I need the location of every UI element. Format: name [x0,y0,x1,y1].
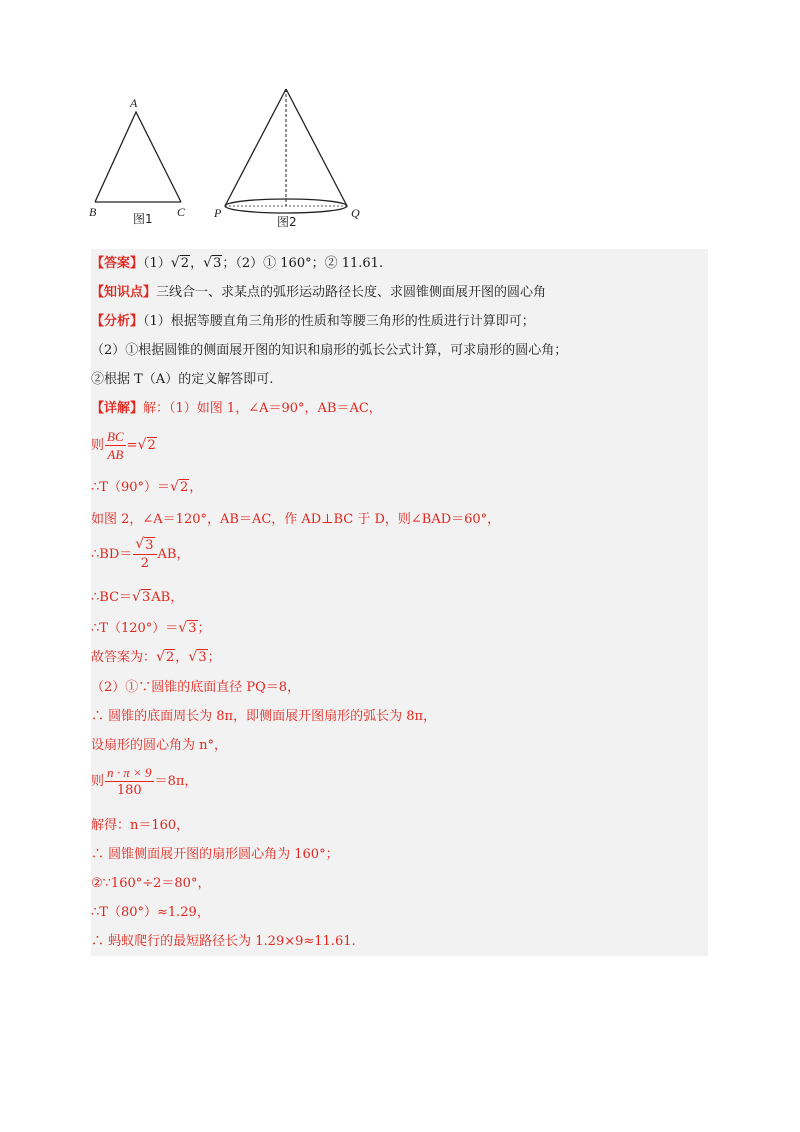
answer-part1: （1） [143,256,171,271]
detail-tag: 【详解】 [91,401,144,416]
answer-sqrt3: √ 3 [204,256,222,272]
analysis-line-1: 【分析】（1）根据等腰直角三角形的性质和等腰三角形的性质进行计算即可； [91,314,535,329]
knowledge-text: 三线合一、求某点的弧形运动路径长度、求圆锥侧面展开图的圆心角 [156,285,547,300]
label-p: P [214,206,222,220]
triangle-abc [95,112,181,202]
answer-tag: 【答案】 [91,256,144,271]
label-q: Q [351,206,360,220]
detail-bd: ∴BD＝ √ $\frac{3}{2}$ AB， [91,537,189,573]
answer-sqrt2: √ 2 [172,256,190,272]
analysis-line-2: （2）①根据圆锥的侧面展开图的知识和扇形的弧长公式计算，可求扇形的圆心角； [91,343,568,358]
detail-frac-bc-ab: 则 $\frac{BC}{AB}$ =√ 2 [91,428,157,464]
detail-p2-2: ∴ 圆锥的底面周长为 8π，即侧面展开图扇形的弧长为 8π， [91,709,437,724]
figure2-caption: 图2 [277,215,297,229]
analysis-tag: 【分析】 [91,314,144,329]
figures [85,82,385,237]
solution-block [91,249,708,956]
knowledge-tag: 【知识点】 [91,285,157,300]
detail-final: ∴ 蚂蚁爬行的最短路径长为 1.29×9≈11.61. [91,934,356,949]
figure1-caption: 图1 [133,212,153,226]
answer-line: 【答案】（1）√ 2，√ 3；（2）① 160°；② 11.61. [91,256,383,272]
analysis-line-3: ②根据 T（A）的定义解答即可. [91,372,274,387]
detail-half: ②∵160°÷2＝80°， [91,876,211,891]
detail-p2-1: （2）①∵圆锥的底面直径 PQ＝8， [91,680,301,695]
label-b: B [89,205,97,219]
label-c: C [177,205,186,219]
detail-jiede: 解得：n＝160， [91,818,190,833]
detail-t80: ∴T（80°）≈1.29， [91,905,210,920]
knowledge-line [91,285,546,301]
detail-gu: 故答案为：√ 2，√ 3； [91,650,221,666]
fraction-bc-ab: $\frac{BC}{AB}$ [107,429,124,462]
detail-p2-3: 设扇形的圆心角为 n°， [91,738,228,753]
detail-t90: ∴T（90°）＝√ 2， [91,480,202,496]
cone-slant-left [225,89,286,206]
detail-bc: ∴BC＝√ 3AB， [91,590,183,606]
fraction-sqrt3-over-2: √ $\frac{3}{2}$ [133,537,156,572]
detail-line-1: 【详解】解：（1）如图 1，∠A＝90°，AB＝AC， [91,401,382,416]
label-a: A [130,96,138,110]
detail-t120: ∴T（120°）＝√ 3； [91,621,211,637]
cone-slant-right [286,89,347,206]
answer-part2: ；（2）① 160°；② 11.61. [222,256,384,271]
fraction-arc-length: $\frac{n \cdot \pi \times 9}{180}$ [107,765,152,798]
detail-conclusion: ∴ 圆锥侧面展开图的扇形圆心角为 160°； [91,847,339,862]
detail-fig2: 如图 2，∠A＝120°，AB＝AC，作 AD⊥BC 于 D，则∠BAD＝60°， [91,512,501,527]
detail-frac-n: 则 $\frac{n \cdot \pi \times 9}{180}$ ＝8π， [91,765,198,798]
